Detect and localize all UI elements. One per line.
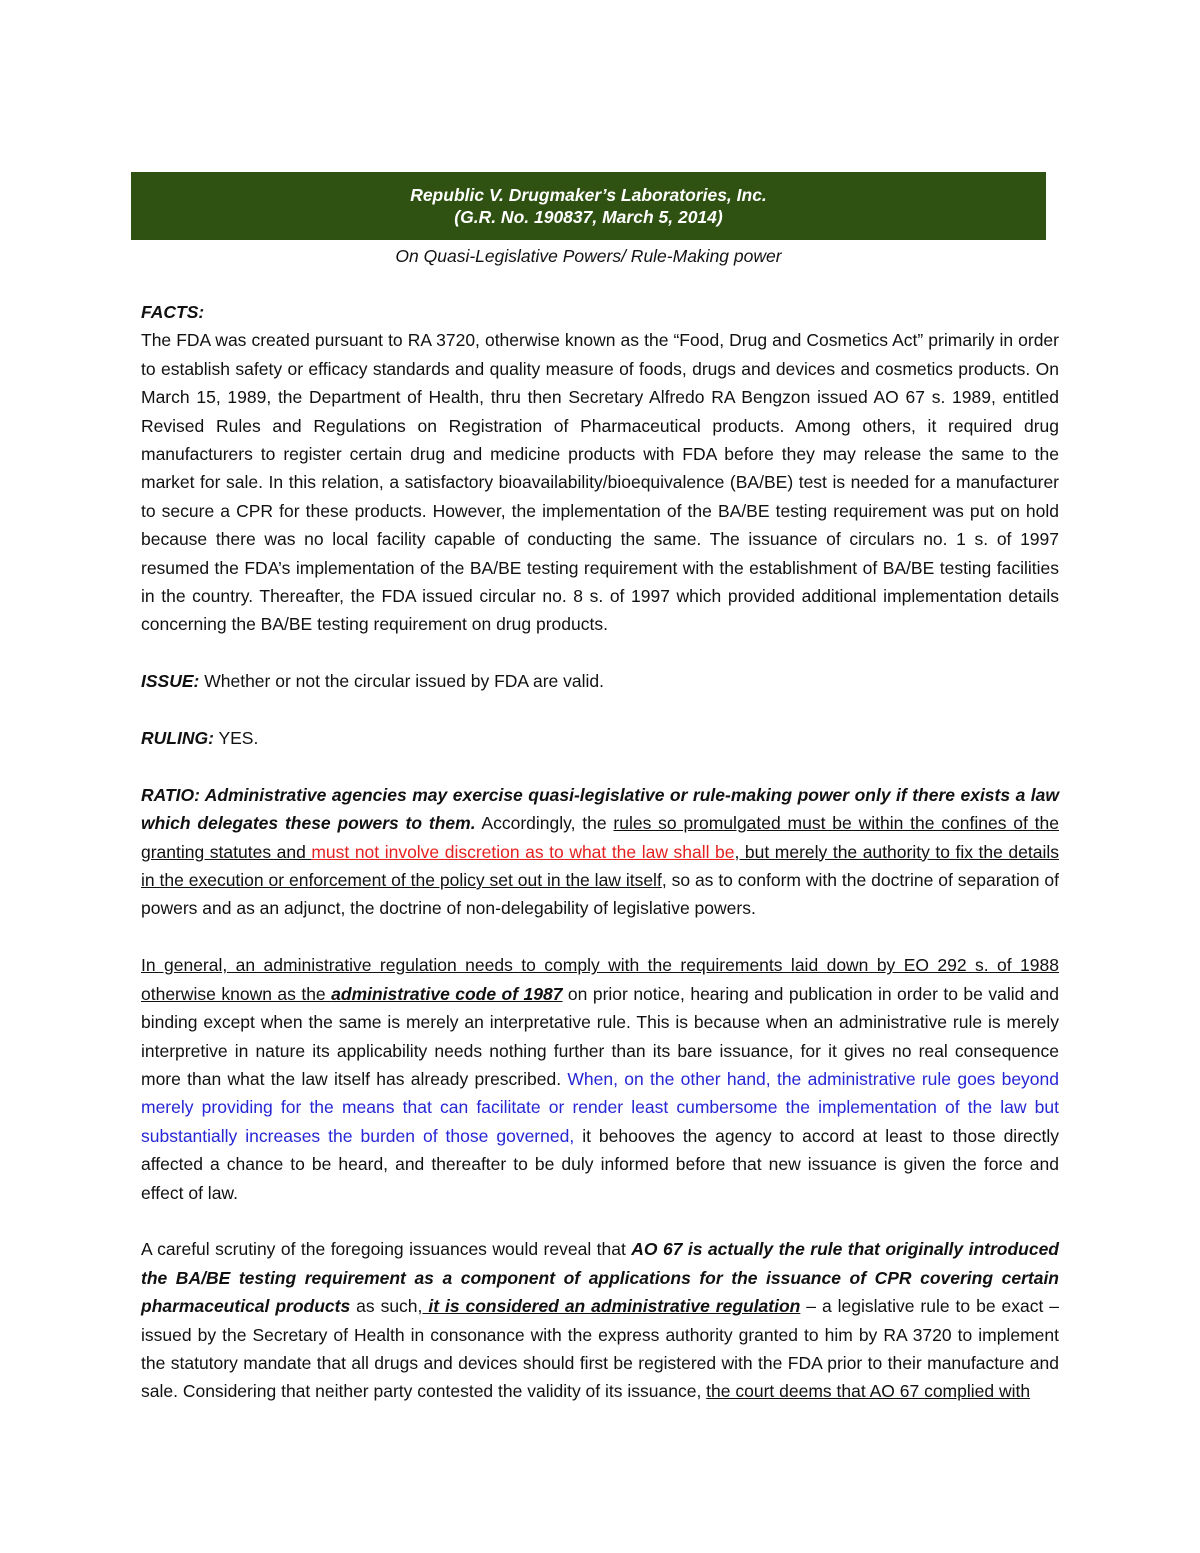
- scrutiny-bold-underlined: it is considered an administrative regulation: [422, 1296, 801, 1317]
- scrutiny-text-1: A careful scrutiny of the foregoing issuances would reveal that: [141, 1239, 632, 1260]
- case-citation: (G.R. No. 190837, March 5, 2014): [454, 207, 723, 227]
- ratio-section: [141, 781, 1059, 923]
- case-title: Republic V. Drugmaker’s Laboratories, Inc.: [410, 185, 767, 205]
- admin-code-reference: administrative code of 1987: [331, 983, 563, 1004]
- ruling-text: YES.: [213, 728, 259, 749]
- ratio-red-text: must not involve discretion as to what the law shall be: [311, 841, 735, 862]
- general-text-1: on prior notice, hearing and publication in order to be valid and binding except when the same is merely an interpretative rule. This is because when an administrative rule is merely interpretive in nature its applicability needs nothing further than its bare issuance, for it gives no real consequence more than what the law itself has already prescribed.: [141, 983, 1059, 1089]
- ruling-section: [141, 724, 1059, 752]
- case-title-banner: [131, 172, 1046, 240]
- issue-label: ISSUE:: [141, 671, 200, 692]
- general-rule-paragraph: [141, 951, 1059, 1207]
- facts-text: The FDA was created pursuant to RA 3720, otherwise known as the “Food, Drug and Cosmetics Act” primarily in order to establish safety or efficacy standards and quality measure of foods, drugs and devices and cosmetics products. On March 15, 1989, the Department of Health, thru then Secretary Alfredo RA Bengzon issued AO 67 s. 1989, entitled Revised Rules and Regulations on Registration of Pharmaceutical products. Among others, it required drug manufacturers to register certain drug and medicine products with FDA before they may release the same to the market for sale. In this relation, a satisfactory bioavailability/bioequivalence (BA/BE) test is needed for a manufacturer to secure a CPR for these products. However, the implementation of the BA/BE testing requirement was put on hold because there was no local facility capable of conducting the same. The issuance of circulars no. 1 s. of 1997 resumed the FDA’s implementation of the BA/BE testing requirement with the establishment of BA/BE testing facilities in the country. Thereafter, the FDA issued circular no. 8 s. of 1997 which provided additional implementation details concerning the BA/BE testing requirement on drug products.: [141, 330, 1059, 635]
- issue-section: [141, 667, 1059, 695]
- case-topic-subtitle: On Quasi-Legislative Powers/ Rule-Making power: [395, 246, 782, 266]
- scrutiny-underlined: the court deems that AO 67 complied with: [706, 1381, 1031, 1402]
- facts-label: FACTS:: [141, 302, 205, 322]
- issue-text: Whether or not the circular issued by FDA are valid.: [199, 671, 604, 692]
- ratio-label: RATIO: Administrative agencies may exercise quasi-legislative or rule-making power only if there exists a law which delegates these powers to them.: [141, 784, 1059, 834]
- scrutiny-paragraph: [141, 1235, 1059, 1405]
- scrutiny-text-3: – a legislative rule to be exact – issued by the Secretary of Health in consonance with the express authority granted to him by RA 3720 to implement the statutory mandate that all drugs and devices should first be registered with the FDA prior to their manufacture and sale. Considering that neither party contested the validity of its issuance,: [141, 1296, 1059, 1402]
- scrutiny-text-2: as such,: [350, 1296, 423, 1317]
- ratio-text-1: Accordingly, the: [475, 813, 614, 834]
- general-text-2: it behooves the agency to accord at least to those directly affected a chance to be heard, and thereafter to be duly informed before that new issuance is given the force and effect of law.: [141, 1125, 1060, 1203]
- ratio-underlined-1: rules so promulgated must be within the confines of the granting statutes and: [141, 813, 1059, 862]
- ratio-underlined-2: , but merely the authority to fix the details in the execution or enforcement of the policy set out in the law itself: [141, 841, 1059, 891]
- ruling-label: RULING:: [141, 728, 214, 749]
- scrutiny-bold: AO 67 is actually the rule that originally introduced the BA/BE testing requirement as a component of applications for the issuance of CPR covering certain pharmaceutical products: [141, 1239, 1059, 1317]
- ratio-text-2: , so as to conform with the doctrine of separation of powers and as an adjunct, the doctrine of non-delegability of legislative powers.: [141, 870, 1059, 919]
- general-blue-text: When, on the other hand, the administrative rule goes beyond merely providing for the means that can facilitate or render least cumbersome the implementation of the law but substantially increases the burden of those governed,: [141, 1068, 1060, 1146]
- document-body: [141, 298, 1059, 1434]
- facts-section: [141, 298, 1059, 639]
- general-underlined: In general, an administrative regulation needs to comply with the requirements laid down by EO 292 s. of 1988 otherwise known as the: [141, 955, 1059, 1004]
